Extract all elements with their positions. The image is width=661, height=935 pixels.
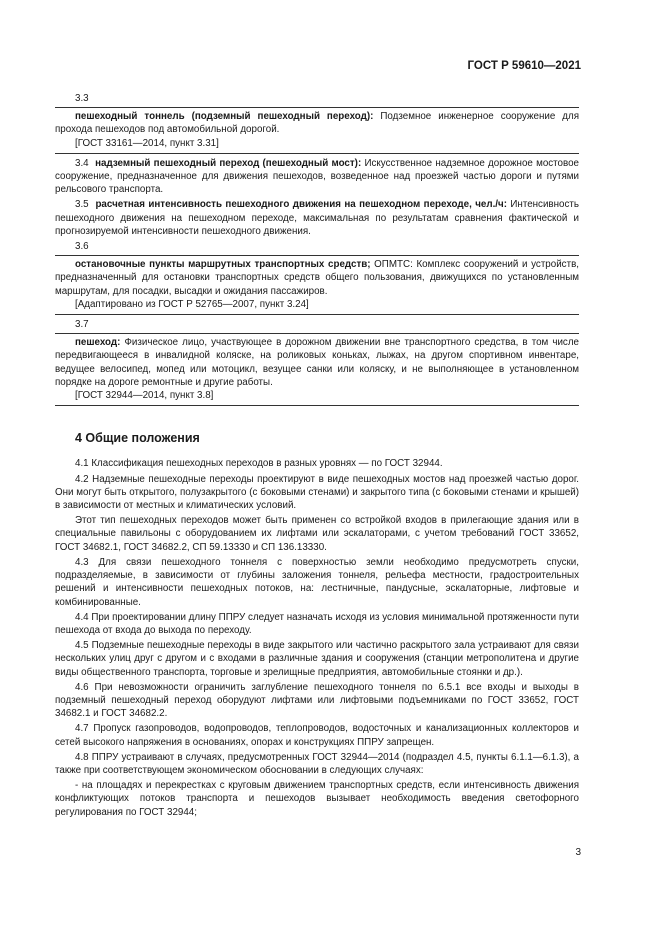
paragraph: 4.8 ППРУ устраивают в случаях, предусмотренных ГОСТ 32944—2014 (подраздел 4.5, пункты 6.1.1—6.1.3), а также при соответствующем экономическом обосновании в следующих случаях: bbox=[55, 751, 579, 776]
term-box bbox=[55, 333, 579, 406]
term-text: остановочные пункты маршрутных транспортных средств; ОПМТС: Комплекс сооружений и устройств, предназначенный для остановки транспортных средств общего пользования, движущихся по установленным маршрутам, для посадки, высадки и ожидания пассажиров. bbox=[55, 259, 579, 297]
paragraph: Этот тип пешеходных переходов может быть применен со встройкой входов в прилегающие здания или в специальные павильоны с оборудованием их лифтами или эскалаторами, с учетом требований ГОСТ 33652, ГОСТ 34682.1, ГОСТ 34682.2, СП 59.13330 и СП 136.13330. bbox=[55, 515, 579, 553]
document-code: ГОСТ Р 59610—2021 bbox=[467, 60, 581, 72]
term-box bbox=[55, 107, 579, 154]
paragraph: 4.3 Для связи пешеходного тоннеля с поверхностью земли необходимо предусмотреть спуски, подразделяемые, в зависимости от глубины заложения тоннеля, рельефа местности, градостроительных решений и интенсивности пешеходных потоков, на: лестничные, пандусные, эскалаторные, лифтовые и комбинированные. bbox=[55, 556, 579, 608]
paragraph: 4.7 Пропуск газопроводов, водопроводов, теплопроводов, водосточных и канализационных коллекторов и сетей высокого напряжения в основаниях, опорах и конструкциях ППРУ запрещен. bbox=[55, 723, 579, 748]
term-number: 3.7 bbox=[75, 319, 89, 331]
list-item: - на площадях и перекрестках с круговым движением транспортных средств, если интенсивность движения конфликтующих потоков транспорта и пешеходов вызывает необходимость введения светофорного регулирования по ГОСТ 32944; bbox=[55, 780, 579, 818]
page-content bbox=[55, 90, 579, 821]
page-number: 3 bbox=[575, 847, 581, 858]
term-source: [ГОСТ 32944—2014, пункт 3.8] bbox=[75, 390, 214, 402]
term-box bbox=[55, 255, 579, 315]
term-number: 3.3 bbox=[75, 93, 89, 104]
term-text: пешеход: Физическое лицо, участвующее в дорожном движении вне транспортного средства, в том числе передвигающееся в инвалидной коляске, на роликовых коньках, лыжах, на другом спортивном инвентаре, ведущее велосипед, мопед или мотоцикл, везущее санки или коляску, и не выполняющее в установленном порядке на дороге ремонтные и другие работы. bbox=[55, 337, 579, 388]
paragraph: 4.6 При невозможности ограничить заглубление пешеходного тоннеля по 6.5.1 все входы и выходы в подземный пешеходный переход оборудуют лифтами или лифтовыми подъемниками по ГОСТ 33652, ГОСТ 34682.1 и ГОСТ 34682.2. bbox=[55, 681, 579, 720]
term-text: пешеходный тоннель (подземный пешеходный переход): Подземное инженерное сооружение для прохода пешеходов под автомобильной дорогой. bbox=[55, 111, 580, 136]
term-text: 3.4 надземный пешеходный переход (пешеходный мост): Искусственное надземное дорожное мостовое сооружение, предназначенное для движения пешеходов, возведенное над проезжей частью дороги и путями рельсового транспорта. bbox=[55, 157, 579, 196]
term-text: 3.5 расчетная интенсивность пешеходного движения на пешеходном переходе, чел./ч: Интенсивность пешеходного движения на пешеходном переходе, максимальная по результатам сравнения фактической и прогнозируемой интенсивности пешеходного движения. bbox=[55, 199, 579, 237]
paragraph: 4.5 Подземные пешеходные переходы в виде закрытого или частично раскрытого зала устраивают для связи нескольких улиц друг с другом и с входами в различные здания и сооружения (станции метрополитена и другие виды общественного транспорта, торговые и зрелищные предприятия, автомобильные стоянки и др.). bbox=[55, 640, 579, 678]
paragraph: 4.4 При проектировании длину ППРУ следует назначать исходя из условия минимальной протяженности пути пешехода от входа до выхода по переходу. bbox=[55, 611, 579, 636]
section-heading: 4 Общие положения bbox=[75, 431, 200, 446]
term-source: [ГОСТ 33161—2014, пункт 3.31] bbox=[75, 137, 219, 149]
term-number: 3.6 bbox=[75, 241, 89, 253]
paragraph: 4.2 Надземные пешеходные переходы проектируют в виде пешеходных мостов над проезжей частью дорог. Они могут быть открытого, полузакрытого (с боковыми стенами) и закрытого типа (с боковыми стенами и крышей) в зависимости от местных и климатических условий. bbox=[55, 473, 579, 512]
paragraph: 4.1 Классификация пешеходных переходов в разных уровнях — по ГОСТ 32944. bbox=[75, 458, 443, 470]
term-source: [Адаптировано из ГОСТ Р 52765—2007, пункт 3.24] bbox=[75, 298, 309, 310]
